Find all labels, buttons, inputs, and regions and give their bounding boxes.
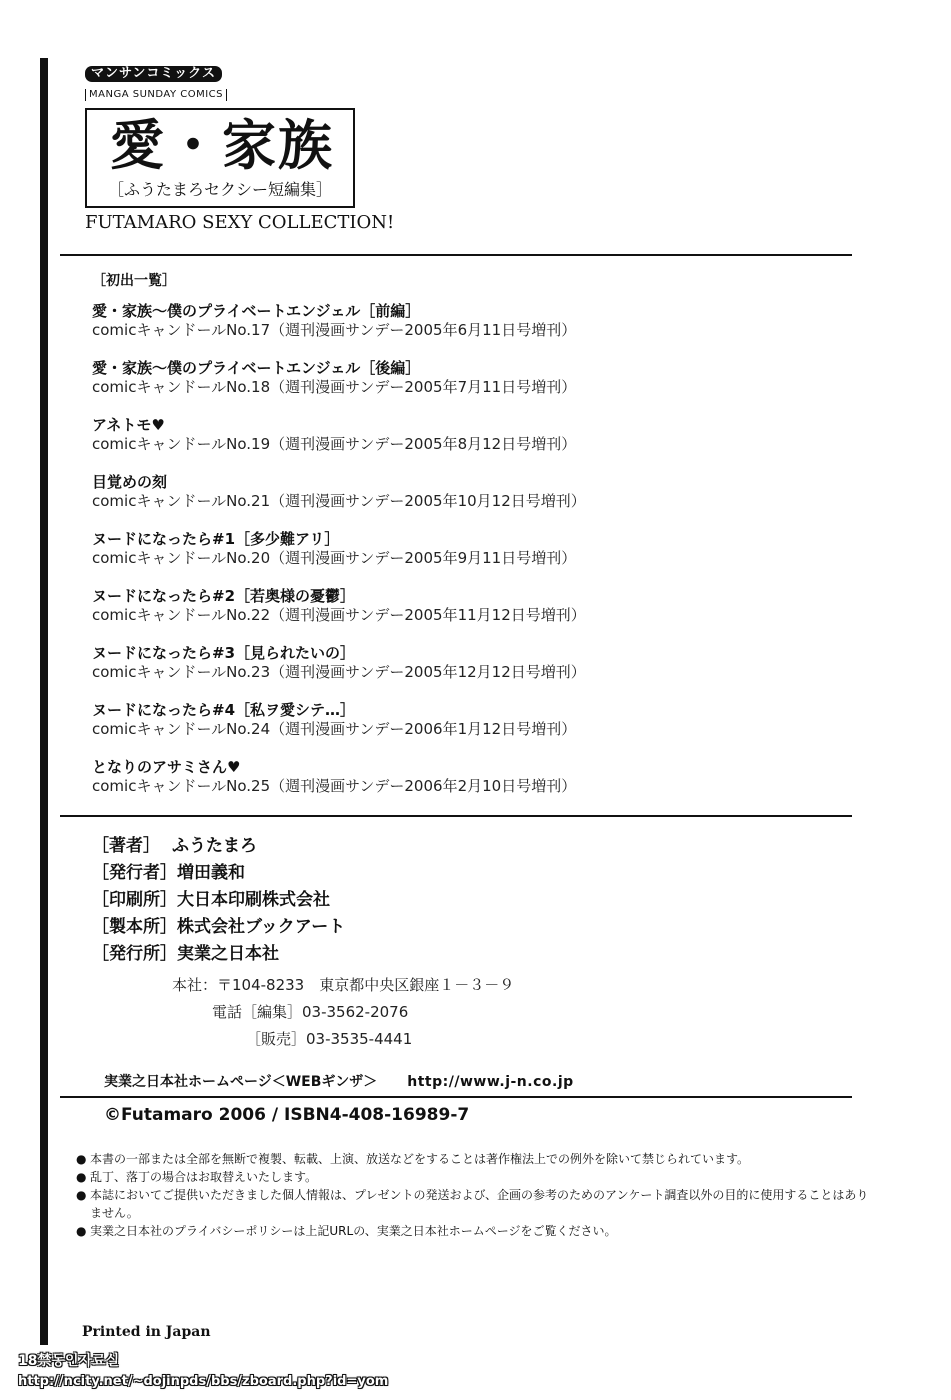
- story-title: ヌードになったら#4［私ヲ愛シテ…］: [92, 701, 356, 719]
- phone-editorial: 電話［編集］03-3562-2076: [212, 1003, 409, 1021]
- story-source: comicキャンドールNo.22（週刊漫画サンデー2005年11月12日号増刊）: [92, 606, 586, 624]
- bullet-icon: ●: [76, 1152, 87, 1166]
- list-item: [92, 701, 832, 758]
- divider-top: [60, 254, 852, 256]
- story-source: comicキャンドールNo.23（週刊漫画サンデー2005年12月12日号増刊）: [92, 663, 586, 681]
- divider-middle: [60, 815, 852, 817]
- watermark-title: 18禁동인자료실: [18, 1353, 120, 1369]
- credit-value: 株式会社ブックアート: [177, 917, 346, 937]
- story-title: ヌードになったら#2［若奥様の憂鬱］: [92, 587, 356, 605]
- story-title: ヌードになったら#1［多少難アリ］: [92, 530, 340, 548]
- book-title-box: [85, 108, 355, 208]
- list-item: [76, 1222, 876, 1240]
- credits-block: [92, 834, 692, 969]
- credit-label: ［発行者］: [92, 863, 177, 883]
- list-item: [92, 530, 832, 587]
- story-title: 目覚めの刻: [92, 473, 168, 491]
- note-text: 本書の一部または全部を無断で複製、転載、上演、放送などをすることは著作権法上での例外を除いて禁じられています。: [90, 1152, 750, 1166]
- story-source: comicキャンドールNo.18（週刊漫画サンデー2005年7月11日号増刊）: [92, 378, 577, 396]
- address-line: 本社：〒104-8233 東京都中央区銀座１－３－９: [172, 976, 515, 994]
- story-source: comicキャンドールNo.20（週刊漫画サンデー2005年9月11日号増刊）: [92, 549, 577, 567]
- list-item: [76, 1150, 876, 1168]
- credit-label: ［印刷所］: [92, 890, 177, 910]
- story-title: アネトモ♥: [92, 416, 165, 434]
- book-subtitle: ［ふうたまろセクシー短編集］: [107, 180, 332, 199]
- list-item: [76, 1186, 876, 1222]
- watermark-url: http://ncity.net/~dojinpds/bbs/zboard.php?id=yom: [18, 1374, 389, 1389]
- imprint-logo: [85, 62, 235, 101]
- credit-value: 大日本印刷株式会社: [177, 890, 330, 910]
- story-source: comicキャンドールNo.19（週刊漫画サンデー2005年8月12日号増刊）: [92, 435, 577, 453]
- story-title: となりのアサミさん♥: [92, 758, 241, 776]
- bullet-icon: ●: [76, 1170, 87, 1184]
- note-text: 実業之日本社のプライバシーポリシーは上記URLの、実業之日本社ホームページをご覧ください。: [90, 1224, 617, 1238]
- list-item: [76, 1168, 876, 1186]
- story-title: 愛・家族〜僕のプライベートエンジェル［前編］: [92, 302, 421, 320]
- left-margin-bar: [40, 58, 48, 1345]
- divider-bottom: [60, 1096, 852, 1098]
- list-item: [92, 416, 832, 473]
- imprint-en: MANGA SUNDAY COMICS: [85, 89, 227, 101]
- credit-author: [92, 834, 692, 861]
- phone-sales: ［販売］03-3535-4441: [246, 1030, 413, 1048]
- credit-publisher: [92, 861, 692, 888]
- story-title: ヌードになったら#3［見られたいの］: [92, 644, 356, 662]
- first-publication-label: ［初出一覧］: [92, 273, 176, 289]
- list-item: [92, 302, 832, 359]
- imprint-jp: マンサンコミックス: [85, 66, 222, 82]
- credit-label: ［発行所］: [92, 944, 177, 964]
- story-source: comicキャンドールNo.17（週刊漫画サンデー2005年6月11日号増刊）: [92, 321, 577, 339]
- credit-publishing-house: [92, 942, 692, 969]
- credit-label: ［著者］: [92, 836, 160, 856]
- list-item: [92, 644, 832, 701]
- credit-value: 増田義和: [177, 863, 245, 883]
- story-title: 愛・家族〜僕のプライベートエンジェル［後編］: [92, 359, 421, 377]
- printed-in-japan: Printed in Japan: [82, 1324, 211, 1340]
- story-source: comicキャンドールNo.24（週刊漫画サンデー2006年1月12日号増刊）: [92, 720, 577, 738]
- story-source: comicキャンドールNo.25（週刊漫画サンデー2006年2月10日号増刊）: [92, 777, 577, 795]
- bullet-icon: ●: [76, 1188, 87, 1202]
- homepage-url[interactable]: http://www.j-n.co.jp: [407, 1074, 574, 1090]
- book-title: 愛・家族: [110, 113, 334, 177]
- list-item: [92, 758, 832, 815]
- homepage-line: [104, 1072, 574, 1092]
- copyright-isbn: ©Futamaro 2006 / ISBN4-408-16989-7: [104, 1105, 470, 1125]
- credit-printer: [92, 888, 692, 915]
- list-item: [92, 359, 832, 416]
- story-source: comicキャンドールNo.21（週刊漫画サンデー2005年10月12日号増刊）: [92, 492, 586, 510]
- note-text: 本誌においてご提供いただきました個人情報は、プレゼントの発送および、企画の参考のためのアンケート調査以外の目的に使用することはありません。: [90, 1188, 869, 1220]
- credit-value: 実業之日本社: [177, 944, 279, 964]
- first-publication-list: [92, 302, 832, 815]
- credit-binder: [92, 915, 692, 942]
- credit-value: ふうたまろ: [172, 836, 257, 856]
- legal-notes: [76, 1150, 876, 1240]
- list-item: [92, 587, 832, 644]
- list-item: [92, 473, 832, 530]
- homepage-label: 実業之日本社ホームページ＜WEBギンザ＞: [104, 1074, 378, 1090]
- note-text: 乱丁、落丁の場合はお取替えいたします。: [90, 1170, 318, 1184]
- book-english-title: FUTAMARO SEXY COLLECTION!: [85, 212, 395, 233]
- credit-label: ［製本所］: [92, 917, 177, 937]
- bullet-icon: ●: [76, 1224, 87, 1238]
